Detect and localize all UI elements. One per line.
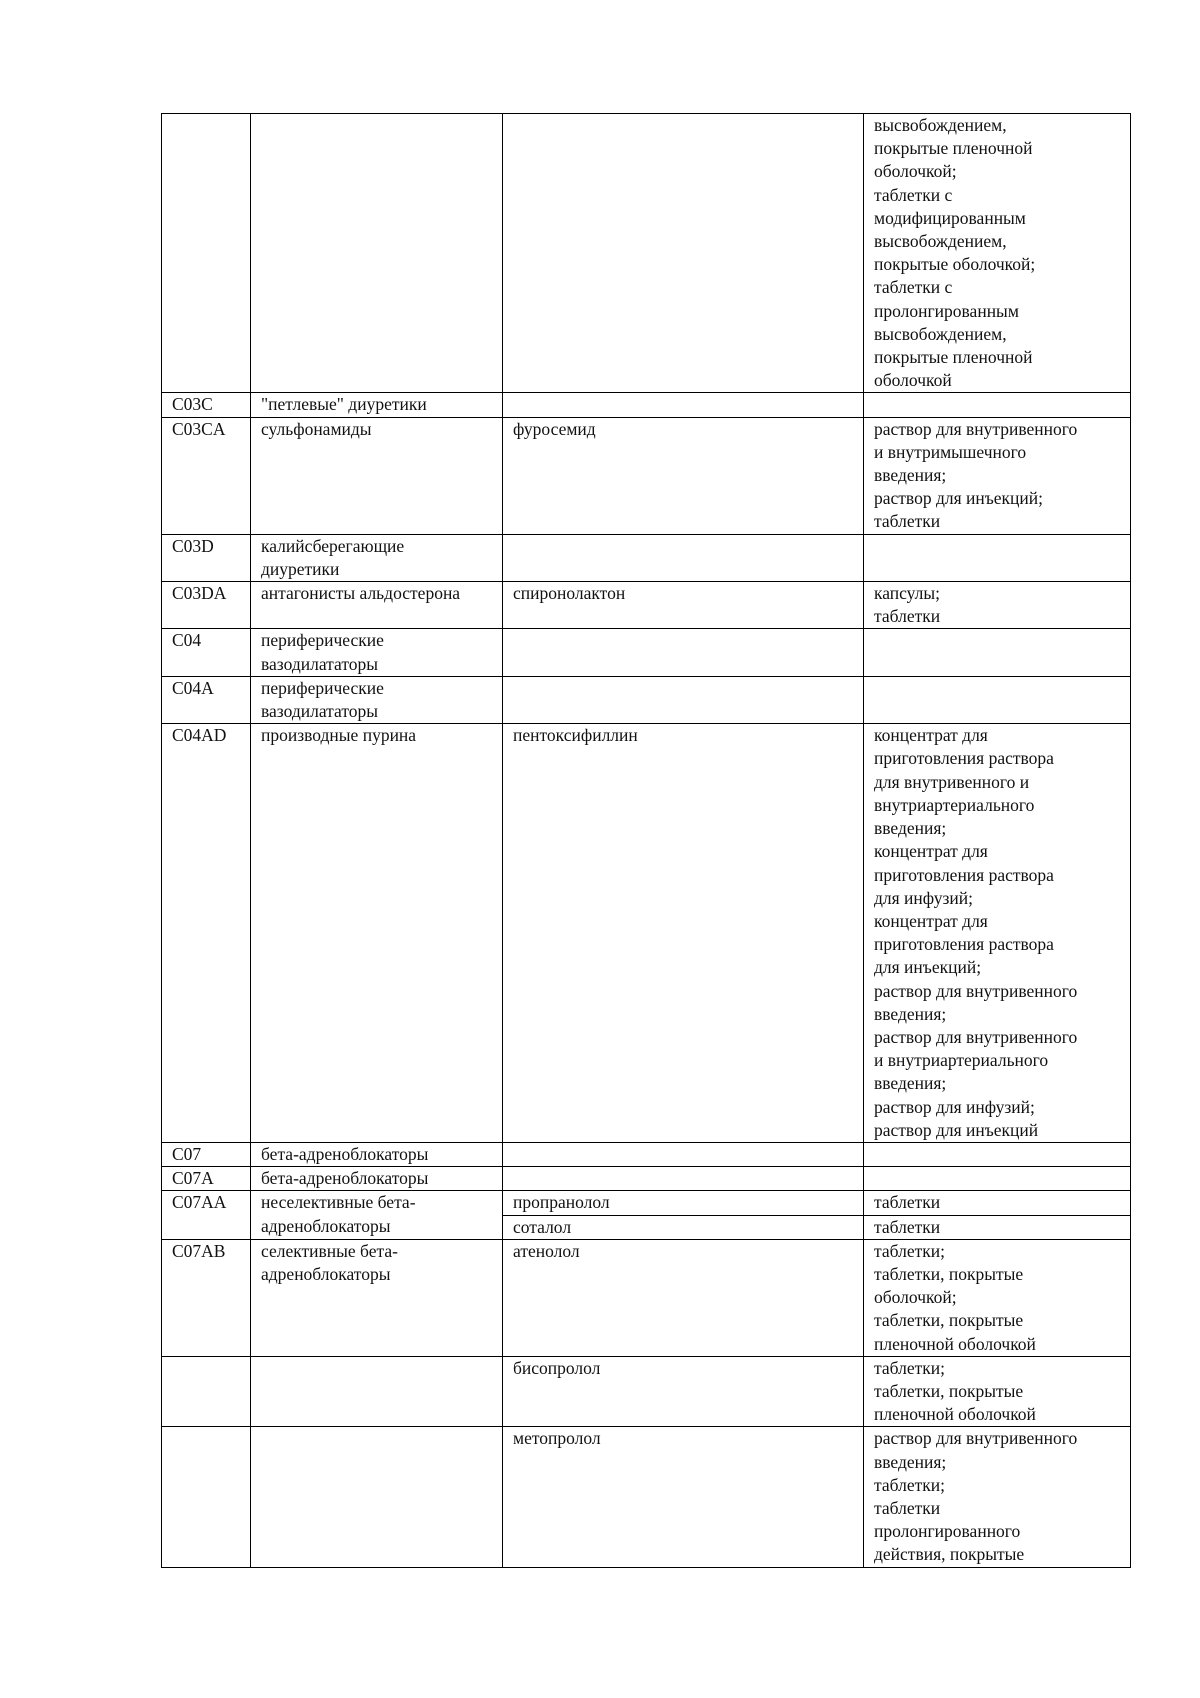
group-name-cell xyxy=(251,114,503,393)
table-row xyxy=(162,629,1131,676)
atc-code-cell: C03CA xyxy=(162,417,251,534)
dosage-form-cell xyxy=(864,676,1131,723)
dosage-form-cell xyxy=(864,393,1131,417)
dosage-form-cell: раствор для внутривенного и внутримышечного введения; раствор для инъекций; таблетки xyxy=(864,417,1131,534)
table-row xyxy=(162,1356,1131,1427)
dosage-form-cell xyxy=(864,1142,1131,1166)
table-row xyxy=(162,1167,1131,1191)
dosage-form-cell: таблетки xyxy=(864,1215,1131,1239)
drug-name-cell xyxy=(503,393,864,417)
atc-code-cell: C07AB xyxy=(162,1239,251,1356)
dosage-form-cell xyxy=(864,534,1131,581)
group-name-cell xyxy=(251,1356,503,1427)
dosage-form-cell xyxy=(864,629,1131,676)
table-row xyxy=(162,1191,1131,1215)
dosage-form-cell: таблетки xyxy=(864,1191,1131,1215)
atc-code-cell xyxy=(162,114,251,393)
drug-name-cell: атенолол xyxy=(503,1239,864,1356)
atc-code-cell: C07 xyxy=(162,1142,251,1166)
table-row xyxy=(162,417,1131,534)
drug-name-cell: фуросемид xyxy=(503,417,864,534)
drug-name-cell: пропранолол xyxy=(503,1191,864,1215)
dosage-form-cell: таблетки; таблетки, покрытые оболочкой; таблетки, покрытые пленочной оболочкой xyxy=(864,1239,1131,1356)
atc-code-cell xyxy=(162,1427,251,1567)
atc-code-cell: C07AA xyxy=(162,1191,251,1239)
table-row xyxy=(162,114,1131,393)
table-row xyxy=(162,1142,1131,1166)
group-name-cell: калийсберегающие диуретики xyxy=(251,534,503,581)
group-name-cell: периферические вазодилататоры xyxy=(251,676,503,723)
group-name-cell: бета-адреноблокаторы xyxy=(251,1142,503,1166)
drug-name-cell: пентоксифиллин xyxy=(503,724,864,1143)
group-name-cell: селективные бета- адреноблокаторы xyxy=(251,1239,503,1356)
drug-name-cell xyxy=(503,114,864,393)
drug-name-cell xyxy=(503,1167,864,1191)
dosage-form-cell: раствор для внутривенного введения; таблетки; таблетки пролонгированного действия, покрытые xyxy=(864,1427,1131,1567)
table-row xyxy=(162,724,1131,1143)
atc-code-cell: C03D xyxy=(162,534,251,581)
table-row xyxy=(162,1239,1131,1356)
group-name-cell: сульфонамиды xyxy=(251,417,503,534)
group-name-cell: производные пурина xyxy=(251,724,503,1143)
group-name-cell xyxy=(251,1427,503,1567)
group-name-cell: периферические вазодилататоры xyxy=(251,629,503,676)
drug-name-cell: соталол xyxy=(503,1215,864,1239)
table-row xyxy=(162,393,1131,417)
table-row xyxy=(162,1427,1131,1567)
atc-code-cell: C04AD xyxy=(162,724,251,1143)
table-row xyxy=(162,582,1131,629)
drug-name-cell: бисопролол xyxy=(503,1356,864,1427)
drug-name-cell: метопролол xyxy=(503,1427,864,1567)
drug-name-cell xyxy=(503,1142,864,1166)
group-name-cell: бета-адреноблокаторы xyxy=(251,1167,503,1191)
table-row xyxy=(162,676,1131,723)
dosage-form-cell: концентрат для приготовления раствора для внутривенного и внутриартериального введения; концентрат для приготовления раствора для инфузий; концентрат для приготовления раствора для инъекций; раствор для внутривенного введения; раствор для внутривенного и внутриартериального введения; раствор для инфузий; раствор для инъекций xyxy=(864,724,1131,1143)
atc-code-cell: C03C xyxy=(162,393,251,417)
drug-name-cell: спиронолактон xyxy=(503,582,864,629)
drug-table xyxy=(161,113,1131,1568)
group-name-cell: антагонисты альдостерона xyxy=(251,582,503,629)
atc-code-cell: C04 xyxy=(162,629,251,676)
group-name-cell: "петлевые" диуретики xyxy=(251,393,503,417)
drug-table-body xyxy=(162,114,1131,1568)
group-name-cell: неселективные бета- адреноблокаторы xyxy=(251,1191,503,1239)
table-row xyxy=(162,534,1131,581)
atc-code-cell xyxy=(162,1356,251,1427)
dosage-form-cell: капсулы; таблетки xyxy=(864,582,1131,629)
dosage-form-cell: высвобождением, покрытые пленочной оболочкой; таблетки с модифицированным высвобождением, покрытые оболочкой; таблетки с пролонгированным высвобождением, покрытые пленочной оболочкой xyxy=(864,114,1131,393)
drug-name-cell xyxy=(503,676,864,723)
dosage-form-cell xyxy=(864,1167,1131,1191)
dosage-form-cell: таблетки; таблетки, покрытые пленочной оболочкой xyxy=(864,1356,1131,1427)
atc-code-cell: C04A xyxy=(162,676,251,723)
atc-code-cell: C07A xyxy=(162,1167,251,1191)
atc-code-cell: C03DA xyxy=(162,582,251,629)
drug-name-cell xyxy=(503,534,864,581)
drug-name-cell xyxy=(503,629,864,676)
